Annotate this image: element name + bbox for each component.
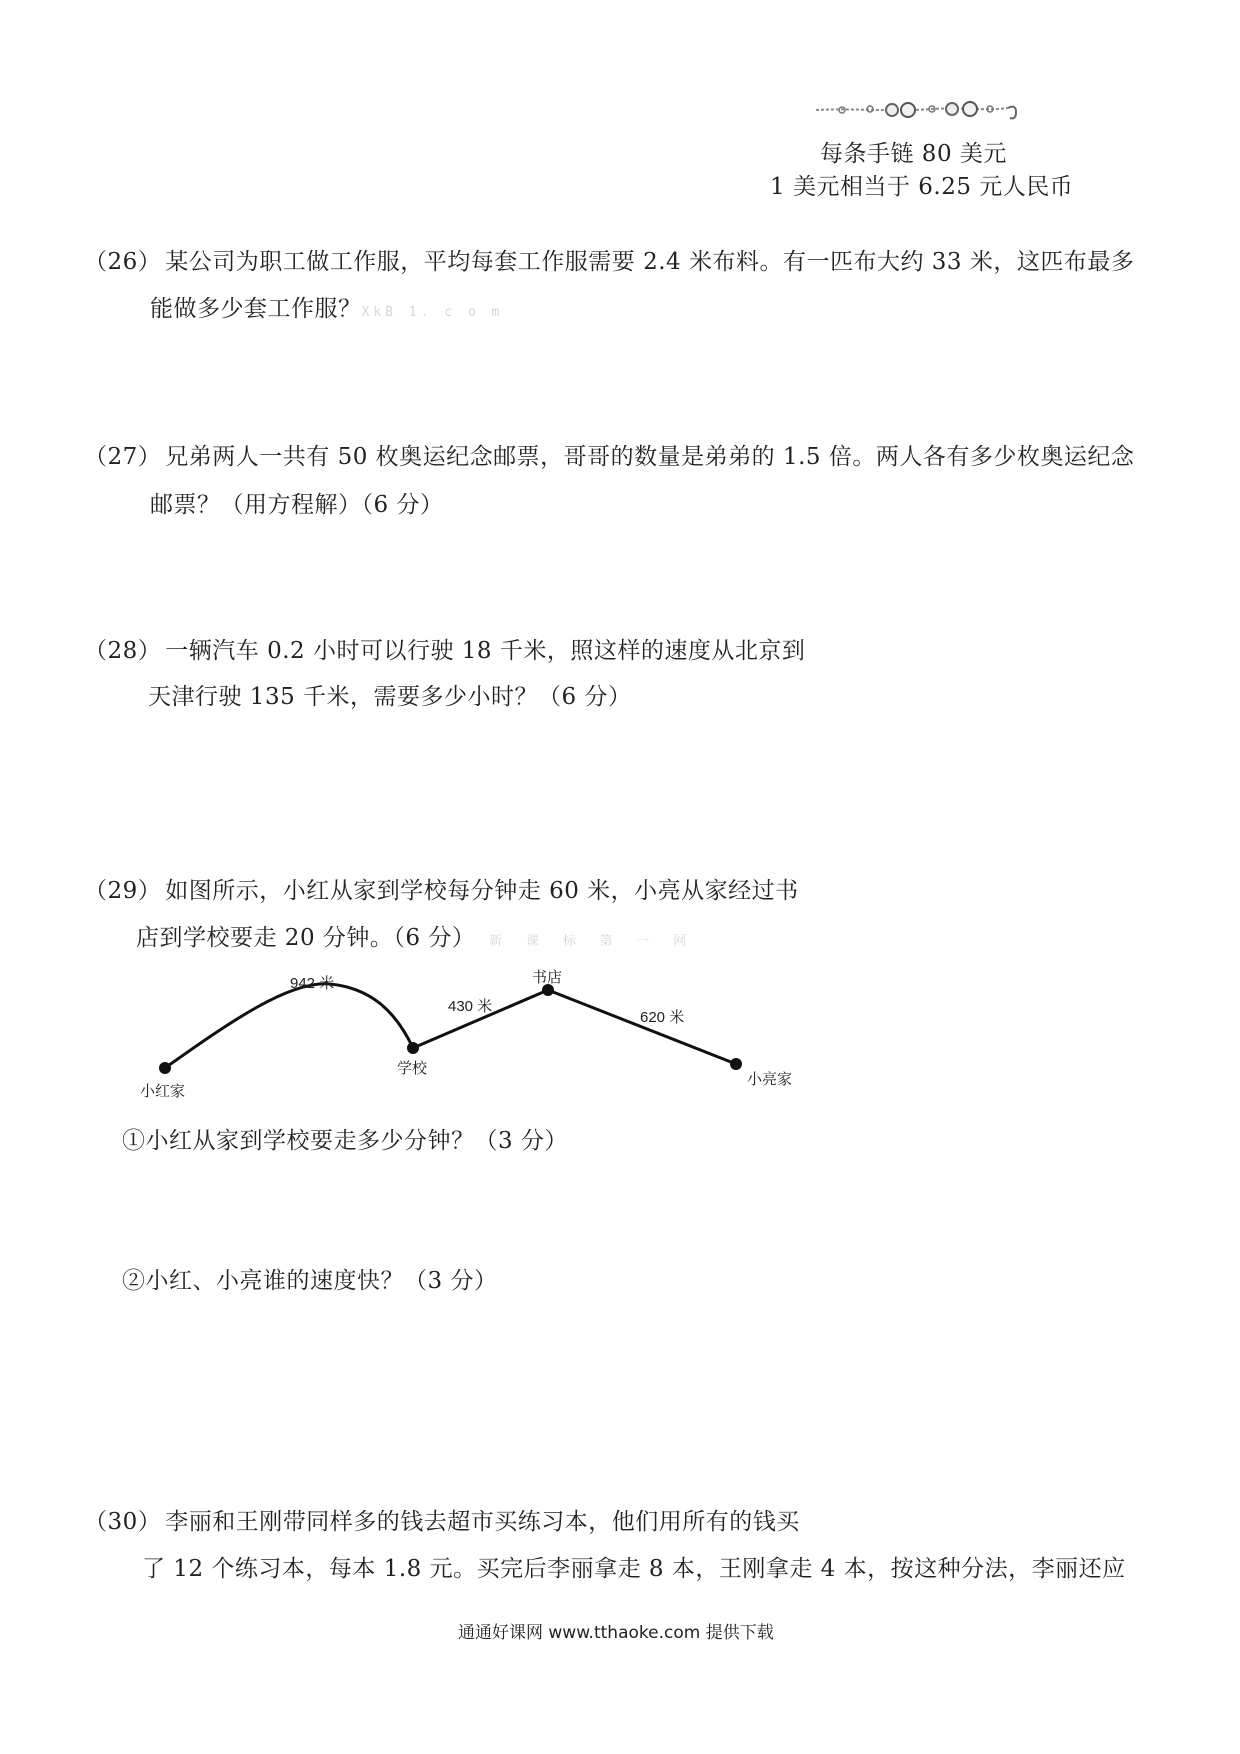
question-text: 兄弟两人一共有 50 枚奥运纪念邮票，哥哥的数量是弟弟的 1.5 倍。两人各有多少枚奥运纪念 xyxy=(165,444,1135,470)
question-27 xyxy=(84,438,1134,471)
question-text: 如图所示，小红从家到学校每分钟走 60 米，小亮从家经过书 xyxy=(165,878,799,904)
label-school: 学校 xyxy=(397,1060,428,1077)
label-distance-620: 620 米 xyxy=(640,1009,685,1026)
question-number: （30） xyxy=(84,1509,162,1535)
question-29-sub1: ①小红从家到学校要走多少分钟？（3 分） xyxy=(122,1128,568,1154)
question-number: （26） xyxy=(84,249,162,275)
xiaoliang-home-point xyxy=(730,1058,742,1070)
question-text: 一辆汽车 0.2 小时可以行驶 18 千米，照这样的速度从北京到 xyxy=(165,638,806,664)
question-30 xyxy=(84,1503,800,1536)
question-text: 某公司为职工做工作服，平均每套工作服需要 2.4 米布料。有一匹布大约 33 米，这匹布最多 xyxy=(165,249,1135,275)
label-xiaoliang-home: 小亮家 xyxy=(747,1071,793,1088)
question-number: （28） xyxy=(84,638,162,664)
label-distance-942: 942 米 xyxy=(290,975,335,992)
question-28 xyxy=(84,632,805,665)
question-29-sub2: ②小红、小亮谁的速度快？（3 分） xyxy=(122,1268,498,1294)
question-28-line2: 天津行驶 135 千米，需要多少小时？（6 分） xyxy=(148,684,632,710)
question-text: 能做多少套工作服？ xyxy=(150,296,362,322)
question-26 xyxy=(84,243,1134,276)
question-text: 店到学校要走 20 分钟。（6 分） xyxy=(136,925,476,951)
bracelet-image xyxy=(812,92,1022,128)
question-27-line2: 邮票？（用方程解）（6 分） xyxy=(150,492,444,518)
question-29 xyxy=(84,872,799,905)
school-point xyxy=(407,1042,419,1054)
label-distance-430: 430 米 xyxy=(448,998,493,1015)
footer-text: 通通好课网 www.tthaoke.com 提供下载 xyxy=(458,1623,774,1643)
watermark: 新 课 标 第 一 网 xyxy=(489,934,695,949)
route-home-to-school xyxy=(165,984,413,1068)
question-30-line2: 了 12 个练习本，每本 1.8 元。买完后李丽拿走 8 本，王刚拿走 4 本，按这种分法，李丽还应 xyxy=(142,1556,1126,1582)
question-text: 李丽和王刚带同样多的钱去超市买练习本，他们用所有的钱买 xyxy=(165,1509,800,1535)
watermark: XkB 1. c o m xyxy=(361,305,504,320)
xiaohong-home-point xyxy=(159,1062,171,1074)
route-diagram xyxy=(120,960,820,1100)
exchange-rate: 1 美元相当于 6.25 元人民币 xyxy=(770,174,1074,200)
label-bookstore: 书店 xyxy=(532,969,563,986)
bracelet-price: 每条手链 80 美元 xyxy=(820,141,1007,167)
question-26-line2 xyxy=(150,290,503,323)
question-number: （27） xyxy=(84,444,162,470)
route-bookstore-to-home xyxy=(548,990,736,1064)
label-xiaohong-home: 小红家 xyxy=(140,1083,186,1100)
question-number: （29） xyxy=(84,878,162,904)
question-29-line2 xyxy=(136,919,694,952)
